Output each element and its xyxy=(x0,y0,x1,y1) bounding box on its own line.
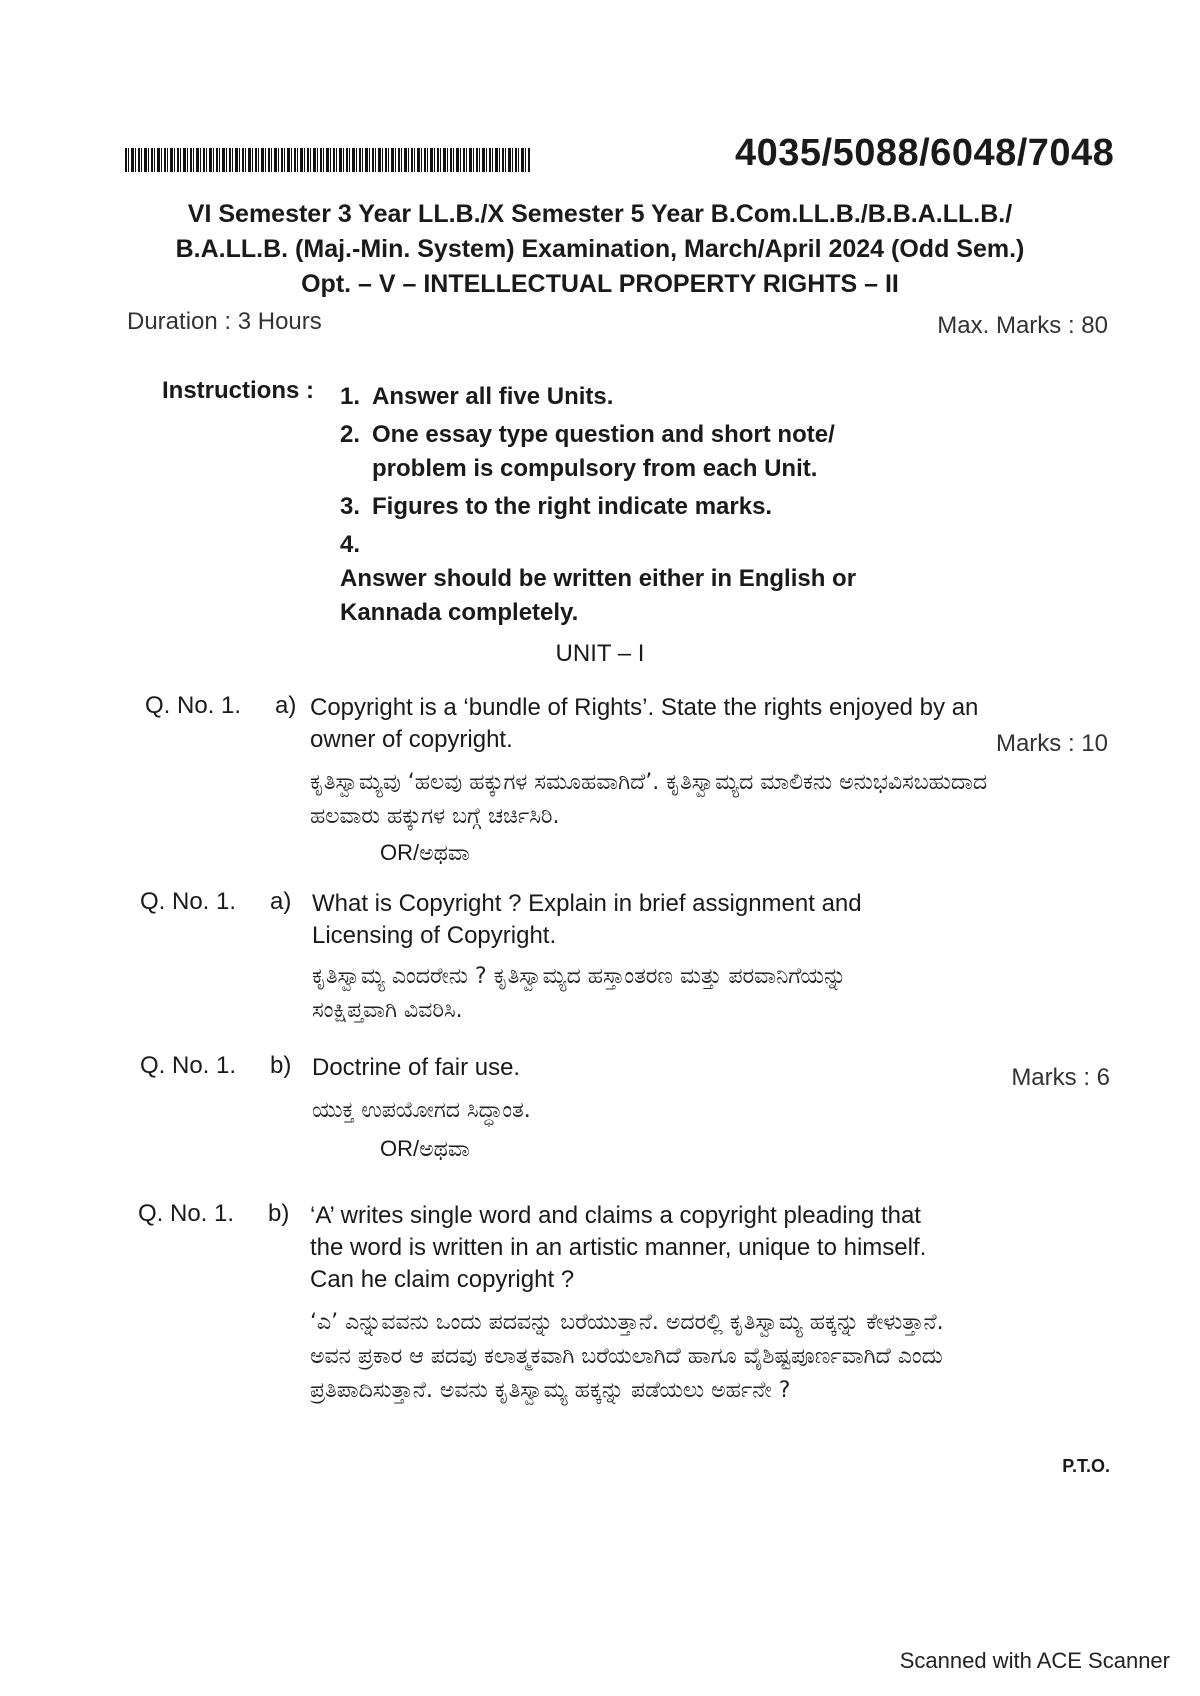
question-part: b) xyxy=(270,1052,292,1079)
pto-note: P.T.O. xyxy=(1062,1456,1110,1476)
paper-code: 4035/5088/6048/7048 xyxy=(735,132,1115,174)
question-text: ‘A’ writes single word and claims a copyright pleading that the word is written in an artistic manner, unique to himself. Can he claim copyright ? xyxy=(310,1202,927,1293)
marks-label: Marks : 6 xyxy=(1011,1064,1110,1091)
instruction-item: 3. Figures to the right indicate marks. xyxy=(340,493,773,520)
question-text-kannada: ‘ಎ’ ಎನ್ನುವವನು ಒಂದು ಪದವನ್ನು ಬರೆಯುತ್ತಾನೆ. ಅದರಲ್ಲಿ ಕೃತಿಸ್ವಾಮ್ಯ ಹಕ್ಕನ್ನು ಕೇಳುತ್ತಾನೆ. ಅವನ ಪ್ರಕಾರ ಆ ಪದವು ಕಲಾತ್ಮಕವಾಗಿ ಬರೆಯಲಾಗಿದೆ ಹಾಗೂ ವೈಶಿಷ್ಟಪೂರ್ಣವಾಗಿದೆ ಎಂದು ಪ್ರತಿಪಾದಿಸುತ್ತಾನೆ. ಅವನು ಕೃತಿಸ್ವಾಮ್ಯ ಹಕ್ಕನ್ನು ಪಡೆಯಲು ಅರ್ಹನೇ ? xyxy=(310,1310,944,1403)
duration: Duration : 3 Hours xyxy=(127,308,322,335)
question-text: What is Copyright ? Explain in brief assignment and Licensing of Copyright. xyxy=(312,890,862,949)
unit-heading: UNIT – I xyxy=(555,640,645,667)
question-text-kannada: ಕೃತಿಸ್ವಾಮ್ಯವು ‘ಹಲವು ಹಕ್ಕುಗಳ ಸಮೂಹವಾಗಿದೆ’. ಕೃತಿಸ್ವಾಮ್ಯದ ಮಾಲಿಕನು ಅನುಭವಿಸಬಹುದಾದ ಹಲವಾರು ಹಕ್ಕುಗಳ ಬಗ್ಗೆ ಚರ್ಚಿಸಿರಿ. xyxy=(310,770,988,829)
question-number: Q. No. 1. xyxy=(145,692,242,719)
instruction-item: 2. One essay type question and short note/ problem is compulsory from each Unit. xyxy=(340,421,835,482)
question-number: Q. No. 1. xyxy=(140,888,237,915)
barcode xyxy=(125,148,530,172)
question-text-kannada: ಕೃತಿಸ್ವಾಮ್ಯ ಎಂದರೇನು ? ಕೃತಿಸ್ವಾಮ್ಯದ ಹಸ್ತಾಂತರಣ ಮತ್ತು ಪರವಾನಿಗೆಯನ್ನು ಸಂಕ್ಷಿಪ್ತವಾಗಿ ವಿವರಿಸಿ. xyxy=(312,964,847,1023)
exam-title-line2: B.A.LL.B. (Maj.-Min. System) Examination, March/April 2024 (Odd Sem.) xyxy=(175,235,1025,263)
exam-title-line1: VI Semester 3 Year LL.B./X Semester 5 Year B.Com.LL.B./B.B.A.LL.B./ xyxy=(187,200,1013,228)
question-text: Copyright is a ‘bundle of Rights’. State the rights enjoyed by an owner of copyright. xyxy=(310,694,979,753)
question-part: a) xyxy=(270,888,292,915)
question-part: b) xyxy=(268,1200,290,1227)
question-number: Q. No. 1. xyxy=(140,1052,237,1079)
subject-title: Opt. – V – INTELLECTUAL PROPERTY RIGHTS – II xyxy=(301,270,899,298)
question-text-kannada: ಯುಕ್ತ ಉಪಯೋಗದ ಸಿದ್ಧಾಂತ. xyxy=(312,1098,531,1123)
instruction-item: 4.Answer should be written either in English or Kannada completely. xyxy=(340,531,857,626)
question-part: a) xyxy=(275,692,297,719)
instruction-item: 1. Answer all five Units. xyxy=(340,383,614,410)
max-marks: Max. Marks : 80 xyxy=(937,312,1108,339)
marks-label: Marks : 10 xyxy=(995,730,1108,757)
or-separator: OR/ಅಥವಾ xyxy=(380,840,470,865)
or-separator: OR/ಅಥವಾ xyxy=(380,1136,470,1161)
question-number: Q. No. 1. xyxy=(138,1200,235,1227)
scanner-watermark: Scanned with ACE Scanner xyxy=(899,1648,1170,1673)
question-text: Doctrine of fair use. xyxy=(312,1054,521,1081)
instructions-label: Instructions : xyxy=(162,377,315,404)
